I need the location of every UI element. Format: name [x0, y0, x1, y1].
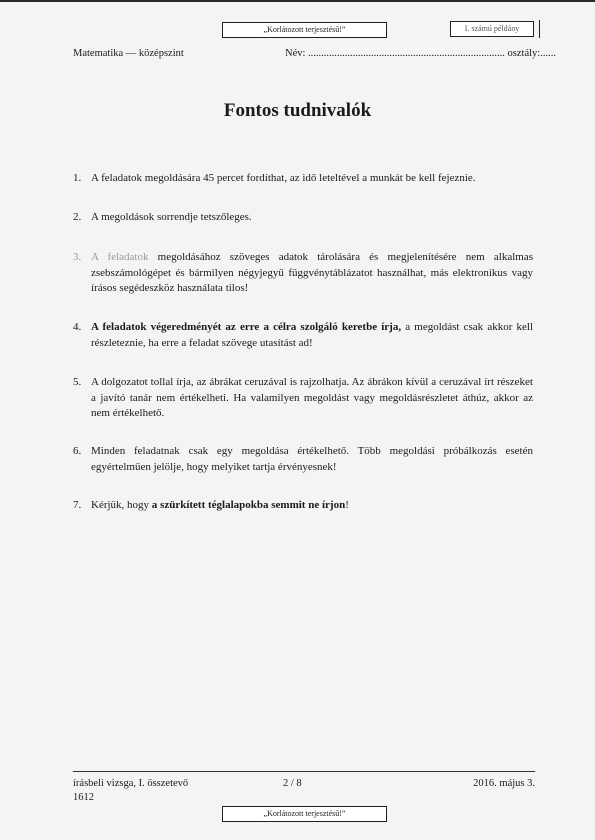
- item-number: 5.: [73, 376, 82, 388]
- item-text-bold: A feladatok végeredményét az erre a célra szolgáló keretbe írja,: [91, 321, 402, 333]
- item-number: 2.: [73, 211, 82, 223]
- item-text-bold: a szürkített téglalapokba semmit ne írjon: [151, 499, 346, 511]
- item-number: 7.: [73, 499, 82, 511]
- page-title: Fontos tudnivalók: [223, 100, 372, 121]
- item-text-faded: A feladatok: [91, 251, 149, 263]
- exam-code: 1612: [73, 792, 94, 803]
- item-text: Kérjük, hogy: [91, 499, 152, 511]
- restricted-label-top: „Korlátozott terjesztésű!”: [222, 22, 387, 38]
- item-text: A dolgozatot tollal írja, az ábrákat ceruzával is rajzolhatja. Az ábrákon kívül a ceruzával írt részeket a javító tanár nem értékelheti. Ha valamilyen megoldást vagy megoldásrészletet áthúz, akkor az nem értékelhető.: [91, 376, 533, 419]
- item-text: a megoldást csak akkor kell részleteznie, ha erre a feladat szövege utasítást ad!: [91, 321, 534, 349]
- footer-rule: [73, 771, 535, 772]
- item-text: Minden feladatnak csak egy megoldása értékelhető. Több megoldási próbálkozás esetén egyértelműen jelölje, hogy melyiket tartja érvényesnek!: [91, 445, 533, 473]
- name-class-field: Név: ........................................................................... osztály:......: [285, 48, 556, 59]
- instruction-item-2: [73, 210, 533, 226]
- item-text: A megoldások sorrendje tetszőleges.: [91, 211, 252, 223]
- copy-number-box: I. számú példány: [450, 21, 534, 37]
- instruction-item-4: [73, 320, 533, 351]
- exam-date: 2016. május 3.: [473, 778, 535, 789]
- instruction-item-1: [73, 171, 533, 187]
- item-text: megoldásához szöveges adatok tárolására és megjelenítésére nem alkalmas zsebszámológépet és bármilyen négyjegyű függvénytáblázatot használhat, más elektronikus vagy írásos segédeszköz használata tilos!: [91, 251, 533, 294]
- item-text-end: !: [345, 499, 349, 511]
- instruction-item-6: [73, 444, 533, 475]
- top-rule: [0, 0, 595, 2]
- item-number: 4.: [73, 321, 82, 333]
- item-number: 3.: [73, 251, 82, 263]
- instruction-item-3: [73, 250, 533, 297]
- restricted-label-bottom: „Korlátozott terjesztésű!”: [222, 806, 387, 822]
- subject-label: Matematika — középszint: [73, 48, 184, 59]
- page-number: 2 / 8: [283, 778, 302, 789]
- item-number: 6.: [73, 445, 82, 457]
- instruction-item-7: [73, 498, 533, 514]
- item-number: 1.: [73, 172, 82, 184]
- exam-label: írásbeli vizsga, I. összetevő: [73, 778, 189, 789]
- margin-tick: [539, 20, 540, 38]
- item-text: A feladatok megoldására 45 percet fordíthat, az idő leteltével a munkát be kell fejeznie.: [91, 172, 476, 184]
- instruction-item-5: [73, 375, 533, 422]
